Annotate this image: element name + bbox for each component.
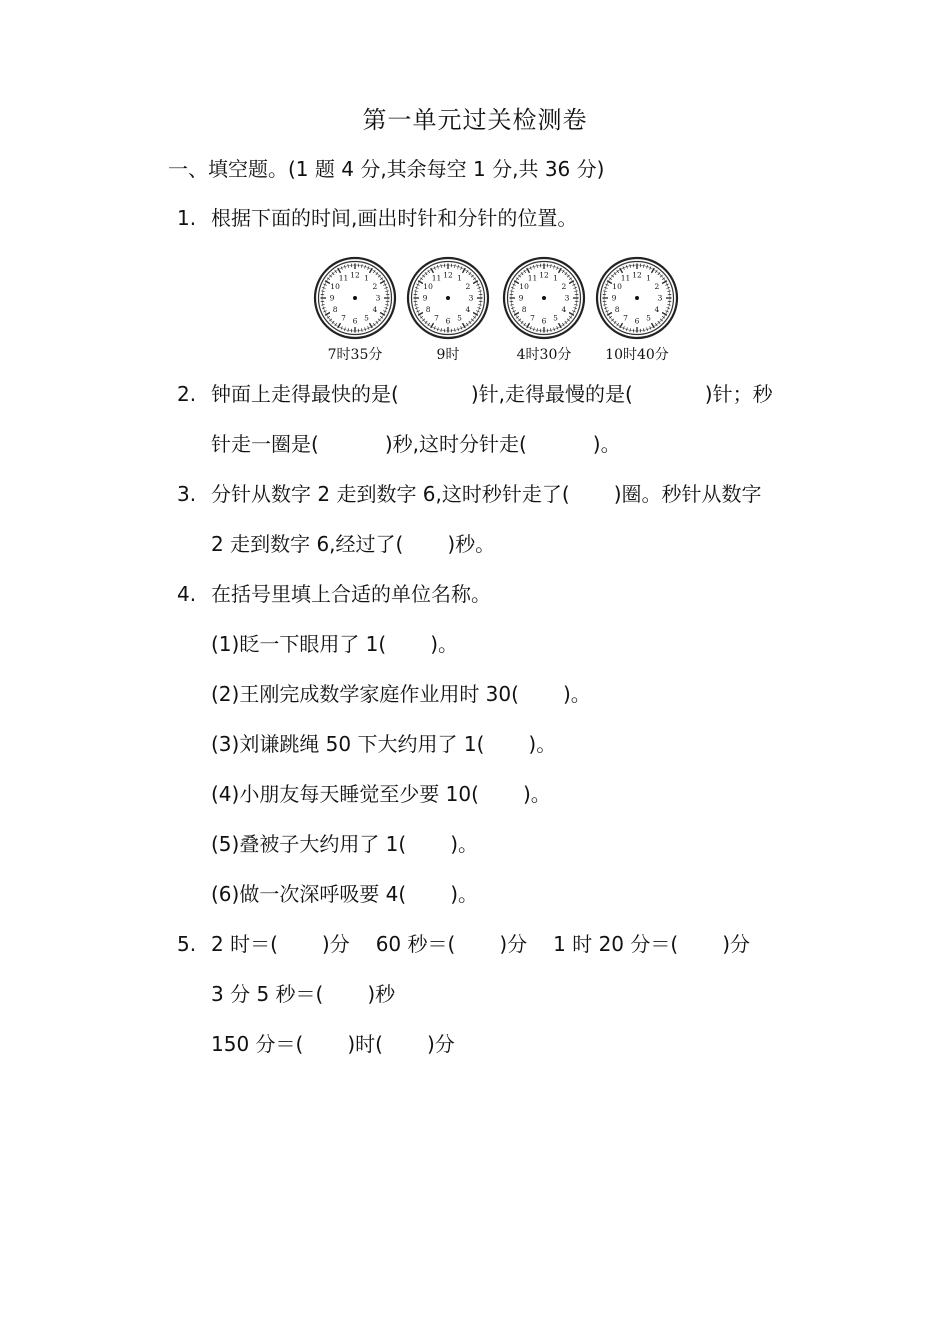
question-text: )秒。 (447, 532, 496, 556)
clock-number: 6 (352, 316, 358, 326)
clock-number: 5 (457, 313, 462, 323)
question-text: (3)刘谦跳绳 50 下大约用了 1( (211, 732, 485, 756)
question-2 (177, 380, 773, 408)
question-5 (177, 930, 750, 958)
question-text: )时( (347, 1032, 383, 1056)
clock-label: 9时 (436, 347, 460, 363)
clock-2[interactable] (403, 256, 493, 364)
question-number: 3. (177, 482, 197, 506)
question-number: 4. (177, 582, 197, 606)
clock-number: 4 (561, 305, 567, 314)
question-text: )分 (426, 1032, 455, 1056)
clock-number: 6 (634, 316, 640, 326)
clock-number: 10 (612, 282, 622, 291)
clock-number: 12 (350, 270, 360, 280)
clock-number: 11 (620, 273, 631, 283)
question-text: (5)叠被子大约用了 1( (211, 832, 407, 856)
question-text: )分 (722, 932, 750, 956)
question-text: 分针从数字 2 走到数字 6,这时秒针走了( (211, 482, 570, 506)
clock-center-dot (635, 296, 639, 300)
clock-number: 4 (372, 305, 378, 314)
clock-number: 12 (632, 270, 642, 280)
question-text: (2)王刚完成数学家庭作业用时 30( (211, 682, 519, 706)
clock-number: 1 (457, 273, 462, 283)
clock-number: 1 (364, 273, 369, 283)
sub-question-6 (211, 880, 478, 908)
question-text: )秒 (367, 982, 396, 1006)
clock-label: 7时35分 (327, 347, 383, 363)
clock-label: 4时30分 (516, 347, 572, 363)
clock-number: 7 (341, 313, 346, 323)
clock-number: 12 (539, 270, 549, 280)
question-text: 钟面上走得最快的是( (211, 382, 399, 406)
clock-number: 9 (518, 293, 524, 303)
clock-number: 11 (338, 273, 349, 283)
clock-number: 7 (434, 313, 439, 323)
clock-row (310, 256, 690, 366)
question-2-continued (211, 430, 621, 458)
sub-question-5 (211, 830, 478, 858)
clock-number: 10 (423, 282, 433, 291)
question-4 (177, 580, 491, 608)
question-3-continued (211, 530, 495, 558)
question-number: 1. (177, 206, 197, 230)
clock-face-icon[interactable] (595, 256, 679, 340)
clock-number: 2 (465, 282, 471, 291)
clock-number: 1 (553, 273, 558, 283)
clock-number: 5 (553, 313, 558, 323)
question-text: 150 分＝( (211, 1032, 304, 1056)
question-3 (177, 480, 762, 508)
clock-face-icon[interactable] (406, 256, 490, 340)
clock-center-dot (542, 296, 546, 300)
clock-number: 4 (654, 305, 660, 314)
clock-center-dot (446, 296, 450, 300)
question-text: )。 (522, 782, 551, 806)
section-heading: 一、填空题。(1 题 4 分,其余每空 1 分,共 36 分) (168, 157, 605, 181)
page-title: 第一单元过关检测卷 (362, 106, 588, 134)
clock-number: 12 (443, 270, 453, 280)
clock-number: 6 (445, 316, 451, 326)
clock-number: 3 (564, 293, 570, 303)
clock-number: 10 (519, 282, 529, 291)
clock-1[interactable] (310, 256, 400, 364)
question-text: 2 走到数字 6,经过了( (211, 532, 404, 556)
question-text: )。 (450, 832, 479, 856)
clock-number: 5 (364, 313, 369, 323)
question-text: 1 时 20 分＝( (553, 932, 679, 956)
question-text: )。 (562, 682, 591, 706)
clock-number: 8 (521, 305, 527, 314)
clock-number: 2 (561, 282, 567, 291)
clock-number: 11 (431, 273, 442, 283)
question-text: )。 (450, 882, 479, 906)
question-text: )分 (321, 932, 350, 956)
question-text: )。 (528, 732, 557, 756)
clock-number: 2 (654, 282, 660, 291)
question-text: )秒,这时分针走( (384, 432, 527, 456)
clock-number: 11 (527, 273, 538, 283)
sub-question-2 (211, 680, 591, 708)
question-text: )。 (592, 432, 621, 456)
clock-number: 2 (372, 282, 378, 291)
clock-number: 8 (332, 305, 338, 314)
clock-number: 3 (375, 293, 381, 303)
question-text: (4)小朋友每天睡觉至少要 10( (211, 782, 479, 806)
question-text: )分 (499, 932, 528, 956)
question-text: 在括号里填上合适的单位名称。 (211, 582, 491, 606)
clock-number: 9 (422, 293, 428, 303)
question-text: 3 分 5 秒＝( (211, 982, 324, 1006)
question-text: 根据下面的时间,画出时针和分针的位置。 (211, 206, 578, 230)
clock-number: 3 (657, 293, 663, 303)
question-text: 针走一圈是( (211, 432, 319, 456)
question-text: )针；秒 (704, 382, 773, 406)
clock-number: 7 (623, 313, 628, 323)
question-text: (1)眨一下眼用了 1( (211, 632, 387, 656)
question-text: 60 秒＝( (375, 932, 456, 956)
clock-center-dot (353, 296, 357, 300)
clock-number: 8 (614, 305, 620, 314)
question-text: )。 (430, 632, 459, 656)
clock-number: 9 (611, 293, 617, 303)
question-text: 2 时＝( (211, 932, 278, 956)
question-5-line-2 (211, 980, 395, 1008)
clock-number: 1 (646, 273, 651, 283)
question-1 (177, 204, 577, 232)
question-number: 5. (177, 932, 197, 956)
clock-number: 7 (530, 313, 535, 323)
question-number: 2. (177, 382, 197, 406)
question-text: )针,走得最慢的是( (470, 382, 633, 406)
question-text: )圈。秒针从数字 (613, 482, 762, 506)
sub-question-1 (211, 630, 458, 658)
clock-face-icon[interactable] (502, 256, 586, 340)
question-5-line-3 (211, 1030, 455, 1058)
clock-number: 6 (541, 316, 547, 326)
sub-question-3 (211, 730, 556, 758)
question-text: (6)做一次深呼吸要 4( (211, 882, 407, 906)
sub-question-4 (211, 780, 551, 808)
clock-number: 8 (425, 305, 431, 314)
clock-label: 10时40分 (605, 347, 669, 363)
clock-face-icon[interactable] (313, 256, 397, 340)
clock-3[interactable] (499, 256, 589, 364)
clock-number: 3 (468, 293, 474, 303)
clock-number: 9 (329, 293, 335, 303)
clock-number: 4 (465, 305, 471, 314)
clock-number: 5 (646, 313, 651, 323)
clock-number: 10 (330, 282, 340, 291)
clock-4[interactable] (592, 256, 682, 364)
